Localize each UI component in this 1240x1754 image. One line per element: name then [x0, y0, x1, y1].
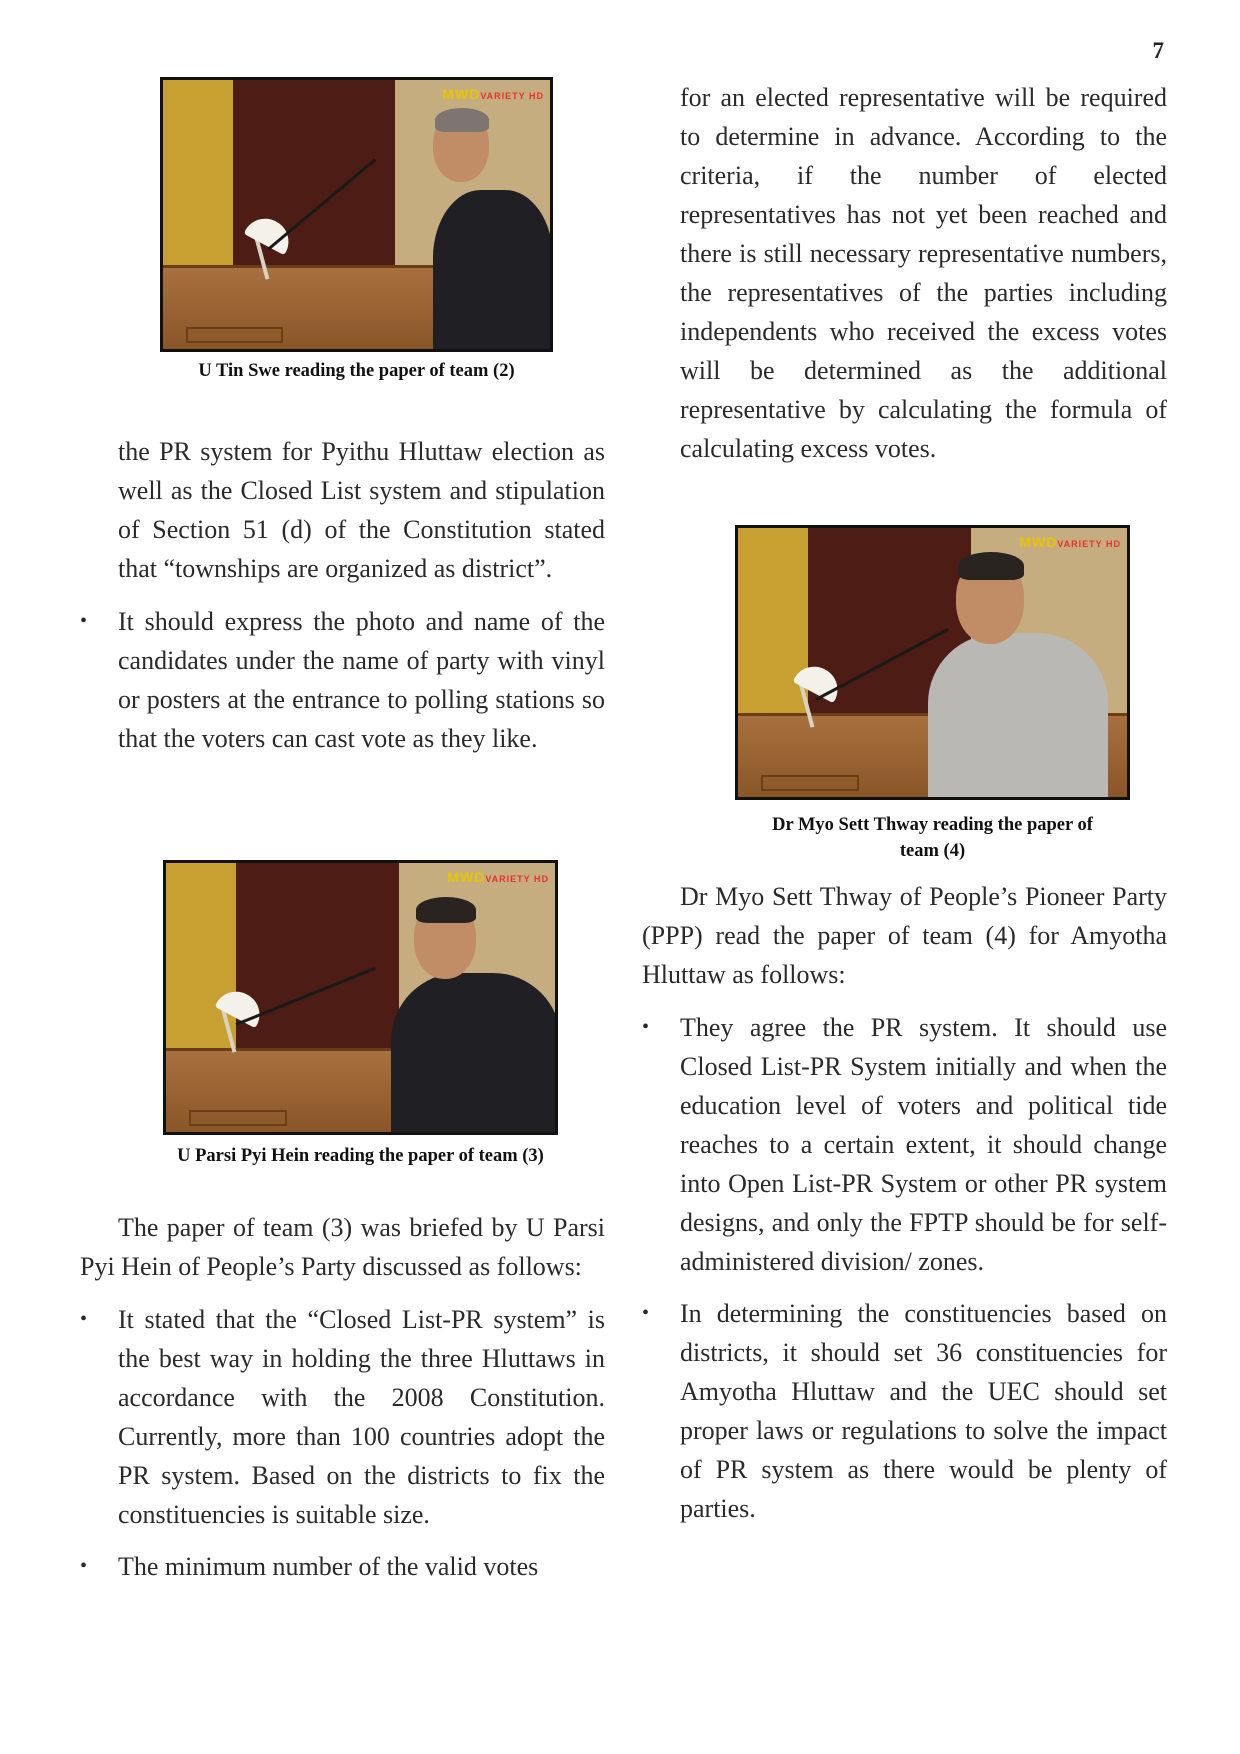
list-item: • The minimum number of the valid votes [80, 1547, 605, 1586]
tv-logo: MWDVARIETY HD [442, 86, 544, 102]
continued-paragraph: the PR system for Pyithu Hluttaw election as well as the Closed List system and stipulation of Section 51 (d) of the Constitution stated that “townships are organized as district”. [118, 437, 605, 583]
list-item: • It should express the photo and name of the candidates under the name of party with vinyl or posters at the entrance to polling stations so that the voters can cast vote as they like. [80, 602, 605, 758]
figure-team-4 [735, 525, 1130, 864]
figure-team-2 [160, 77, 553, 384]
tv-logo: MWDVARIETY HD [447, 869, 549, 885]
team3-intro-paragraph: The paper of team (3) was briefed by U Parsi Pyi Hein of People’s Party discussed as follows: [80, 1213, 605, 1281]
figure-caption: U Parsi Pyi Hein reading the paper of team (3) [177, 1146, 544, 1166]
team4-intro-paragraph: Dr Myo Sett Thway of People’s Pioneer Party (PPP) read the paper of team (4) for Amyotha Hluttaw as follows: [642, 882, 1167, 989]
page-number: 7 [1152, 38, 1164, 63]
list-item: • It stated that the “Closed List-PR system” is the best way in holding the three Hluttaws in accordance with the 2008 Constitution. Currently, more than 100 countries adopt the PR system. Based on the districts to fix the constituencies is suitable size. [80, 1300, 605, 1534]
continued-paragraph: for an elected representative will be required to determine in advance. According to the criteria, if the number of elected representatives has not yet been reached and there is still necessary representative numbers, the representatives of the parties including independents who received the excess votes will be determined as the additional representative by calculating the formula of calculating excess votes. [680, 83, 1167, 463]
figure-team-3 [163, 860, 558, 1169]
figure-caption: Dr Myo Sett Thway reading the paper of team (4) [772, 815, 1093, 861]
list-item: • They agree the PR system. It should use Closed List-PR System initially and when the education level of voters and political tide reaches to a certain extent, it should change into Open List-PR System or other PR system designs, and only the FPTP should be for self-administered division/ zones. [642, 1008, 1167, 1281]
bullet-icon: • [80, 1555, 88, 1577]
list-item: • In determining the constituencies based on districts, it should set 36 constituencies for Amyotha Hluttaw and the UEC should set proper laws or regulations to solve the impact of PR system as there would be plenty of parties. [642, 1294, 1167, 1528]
tv-logo: MWDVARIETY HD [1019, 534, 1121, 550]
bullet-icon: • [642, 1016, 650, 1038]
photo-u-tin-swe [160, 77, 553, 352]
bullet-icon: • [80, 1308, 88, 1330]
bullet-icon: • [80, 610, 88, 632]
figure-caption: U Tin Swe reading the paper of team (2) [198, 361, 515, 381]
photo-dr-myo-sett-thway [735, 525, 1130, 800]
photo-u-parsi-pyi-hein [163, 860, 558, 1135]
bullet-icon: • [642, 1302, 650, 1324]
